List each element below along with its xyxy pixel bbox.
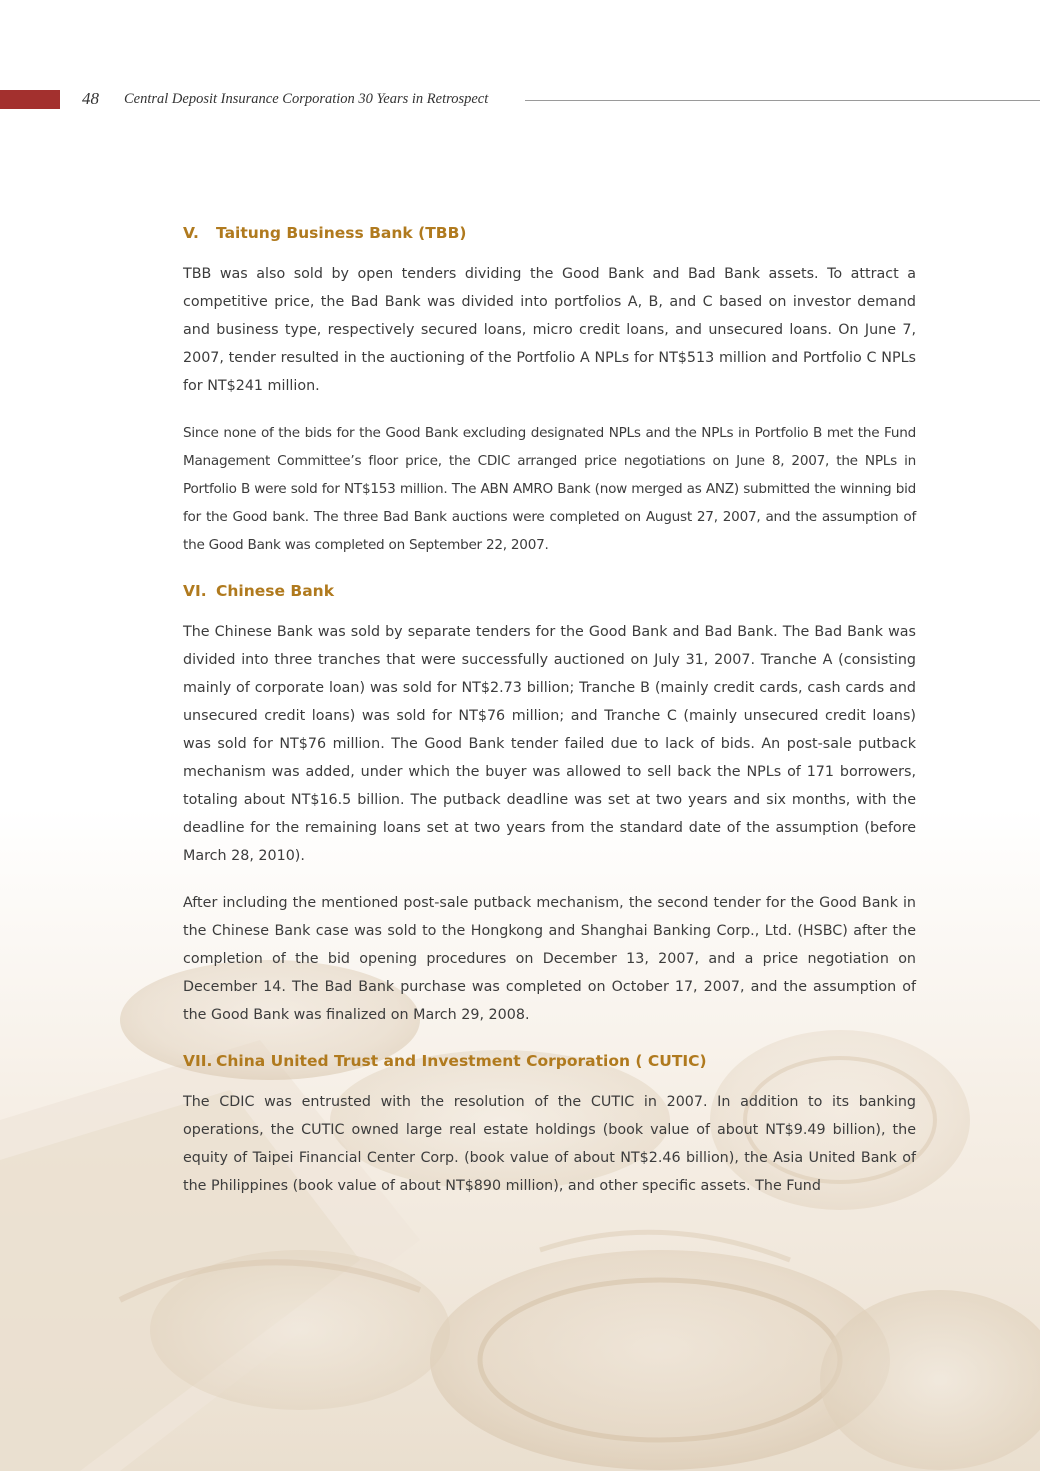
header-rule <box>525 100 1040 101</box>
paragraph: TBB was also sold by open tenders dividing the Good Bank and Bad Bank assets. To attract a competitive price, the Bad Bank was divided into portfolios A, B, and C based on investor demand and business type, respectively secured loans, micro credit loans, and unsecured loans. On June 7, 2007, tender resulted in the auctioning of the Portfolio A NPLs for NT$513 million and Portfolio C NPLs for NT$241 million. <box>183 266 916 394</box>
section-taitung-business-bank <box>183 220 916 559</box>
header-accent-bar <box>0 90 60 109</box>
main-content <box>183 220 916 1219</box>
section-heading <box>183 578 916 604</box>
section-heading <box>183 1048 916 1074</box>
section-heading <box>183 220 916 246</box>
paragraph: Since none of the bids for the Good Bank excluding designated NPLs and the NPLs in Portfolio B met the Fund Management Committee’s floor price, the CDIC arranged price negotiations on June 8, 2007, the NPLs in Portfolio B were sold for NT$153 million. The ABN AMRO Bank (now merged as ANZ) submitted the winning bid for the Good bank. The three Bad Bank auctions were completed on August 27, 2007, and the assumption of the Good Bank was completed on September 22, 2007. <box>183 425 916 553</box>
paragraph: The Chinese Bank was sold by separate tenders for the Good Bank and Bad Bank. The Bad Bank was divided into three tranches that were successfully auctioned on July 31, 2007. Tranche A (consisting mainly of corporate loan) was sold for NT$2.73 billion; Tranche B (mainly credit cards, cash cards and unsecured credit loans) was sold for NT$76 million; and Tranche C (mainly unsecured credit loans) was sold for NT$76 million. The Good Bank tender failed due to lack of bids. An post-sale putback mechanism was added, under which the buyer was allowed to sell back the NPLs of 171 borrowers, totaling about NT$16.5 billion. The putback deadline was set at two years and six months, with the deadline for the remaining loans set at two years from the standard date of the assumption (before March 28, 2010). <box>183 624 916 864</box>
paragraph: After including the mentioned post-sale putback mechanism, the second tender for the Good Bank in the Chinese Bank case was sold to the Hongkong and Shanghai Banking Corp., Ltd. (HSBC) after the completion of the bid opening procedures on December 13, 2007, and a price negotiation on December 14. The Bad Bank purchase was completed on October 17, 2007, and the assumption of the Good Bank was finalized on March 29, 2008. <box>183 895 916 1023</box>
paragraph: The CDIC was entrusted with the resolution of the CUTIC in 2007. In addition to its banking operations, the CUTIC owned large real estate holdings (book value of about NT$9.49 billion), the equity of Taipei Financial Center Corp. (book value of about NT$2.46 billion), the Asia United Bank of the Philippines (book value of about NT$890 million), and other specific assets. The Fund <box>183 1094 916 1194</box>
section-chinese-bank <box>183 578 916 1029</box>
section-number: VI. <box>183 582 207 600</box>
section-number: VII. <box>183 1052 213 1070</box>
section-china-united-trust <box>183 1048 916 1200</box>
section-title: Chinese Bank <box>216 582 335 600</box>
running-title: Central Deposit Insurance Corporation 30 Years in Retrospect <box>124 91 489 107</box>
page-number: 48 <box>82 89 99 108</box>
section-title: Taitung Business Bank (TBB) <box>216 224 467 242</box>
section-number: V. <box>183 224 199 242</box>
section-title: China United Trust and Investment Corporation ( CUTIC) <box>216 1052 707 1070</box>
